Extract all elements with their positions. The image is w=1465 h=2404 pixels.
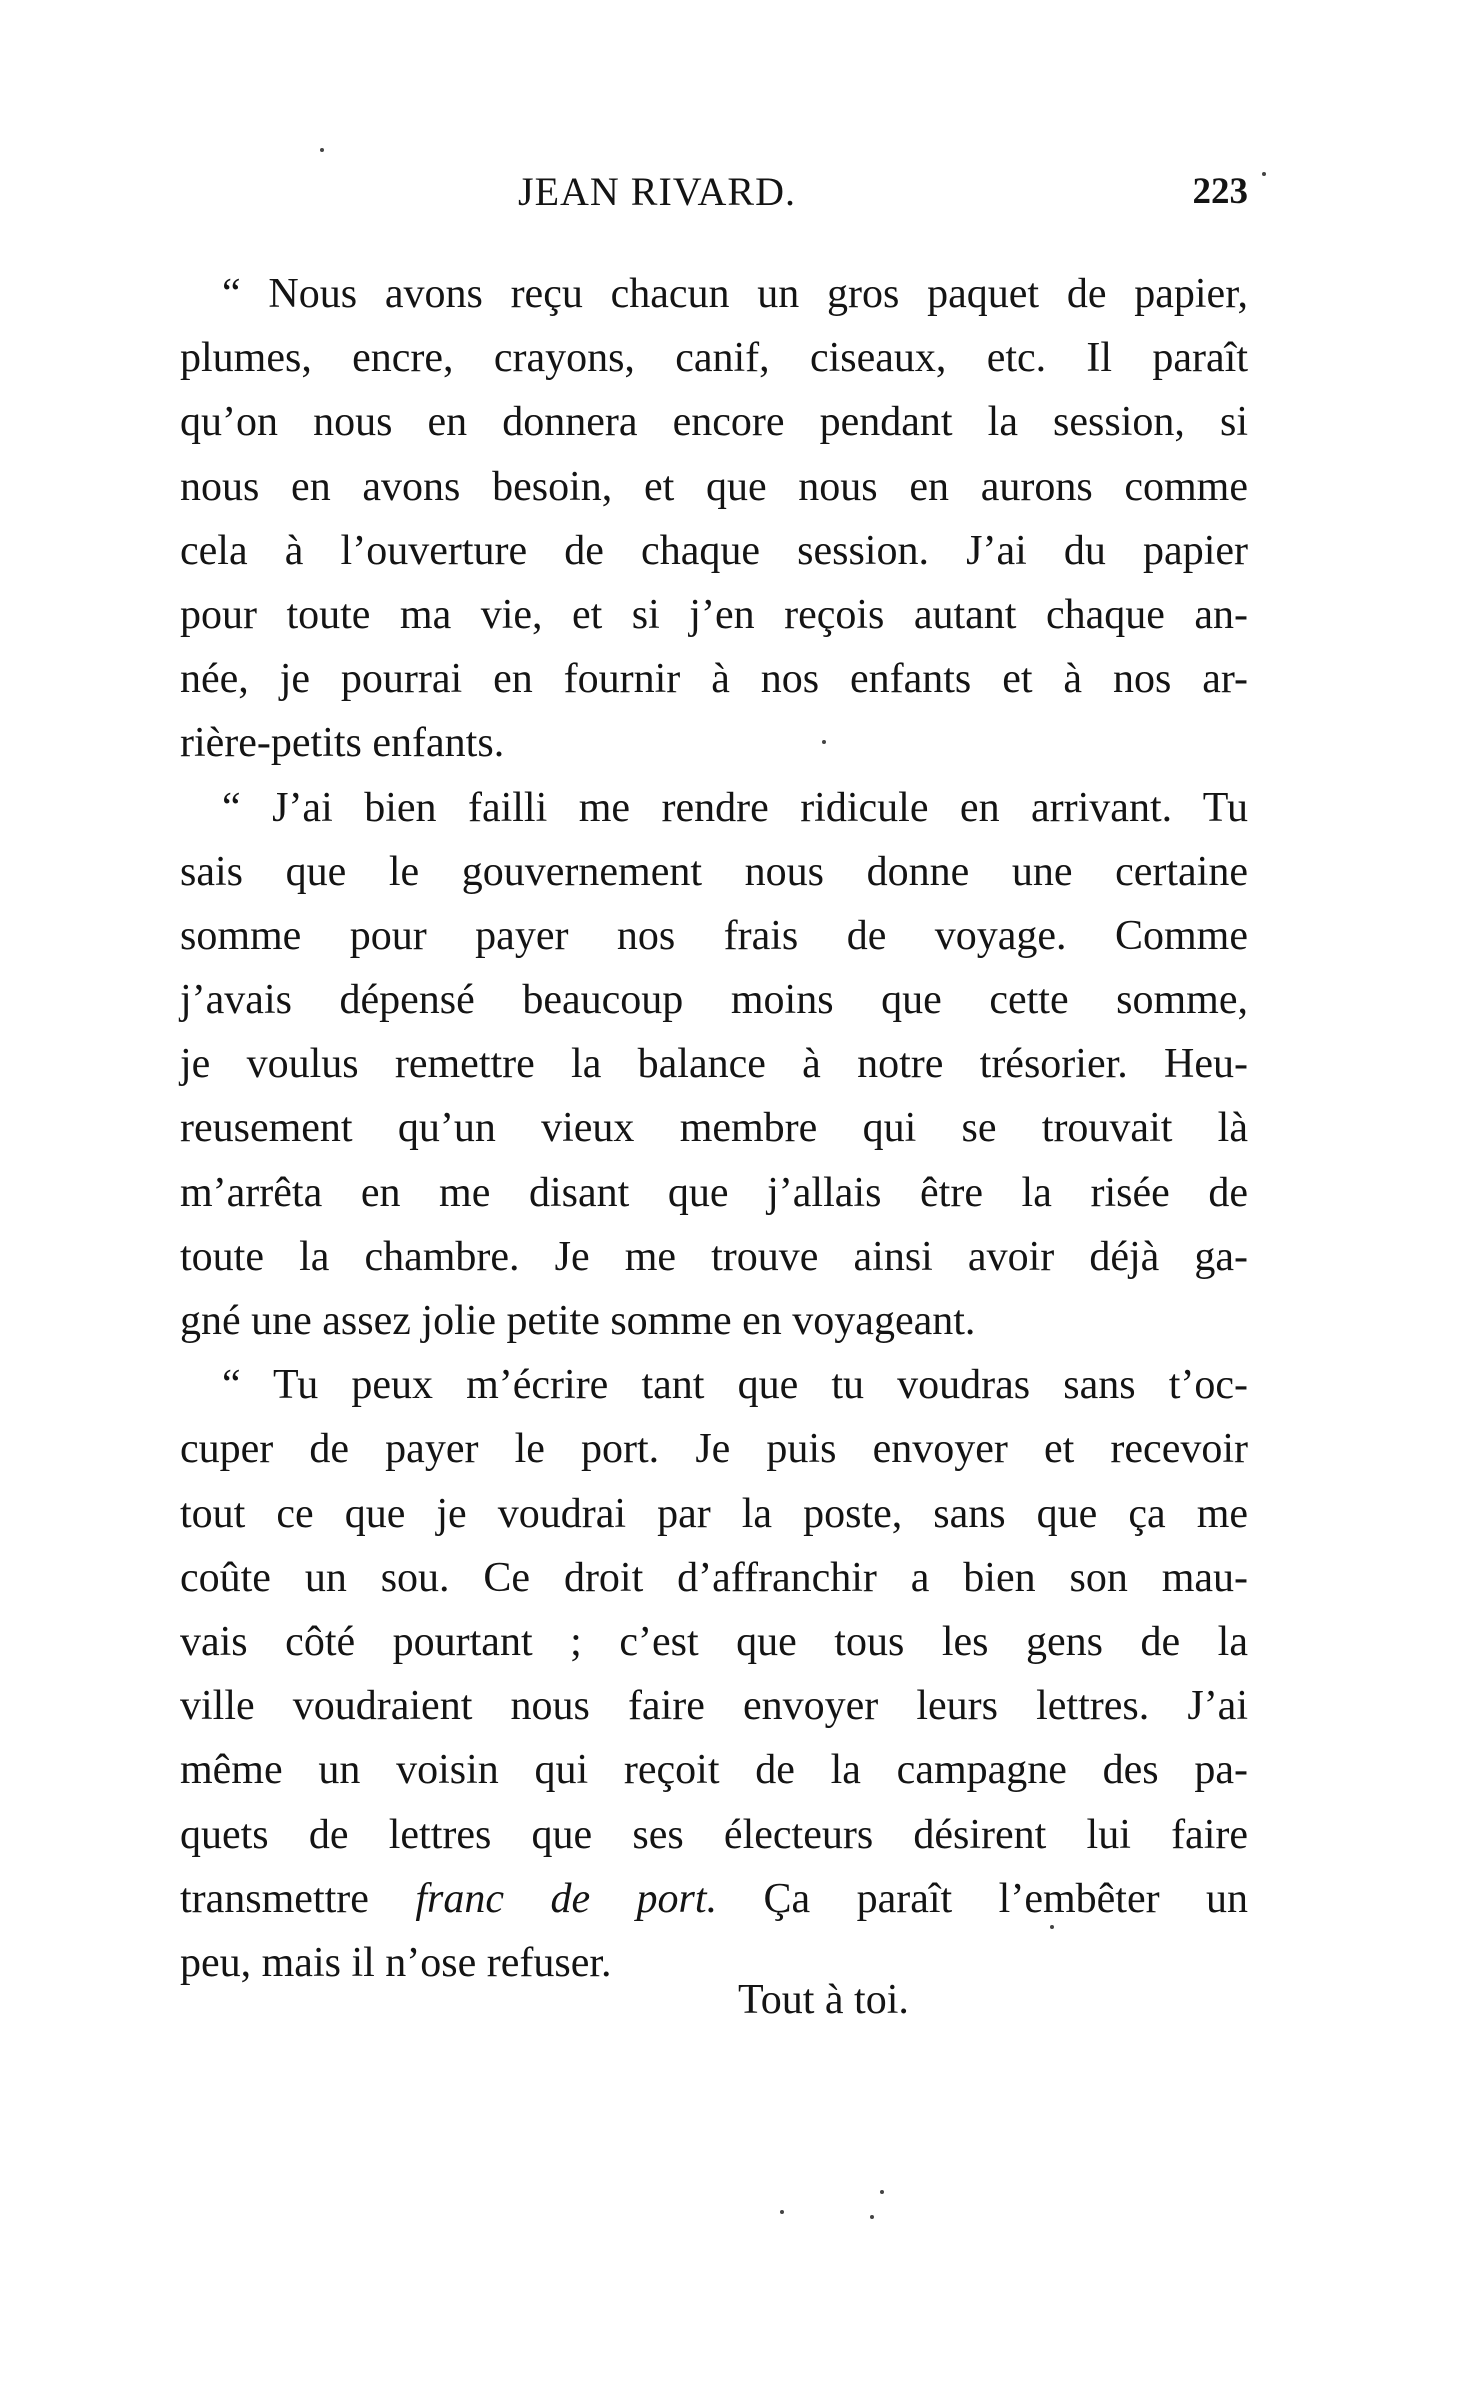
text-line: cela à l’ouverture de chaque session. J’ai du papier xyxy=(180,527,1248,574)
text-line: rière-petits enfants. xyxy=(180,720,505,767)
text-line: ville voudraient nous faire envoyer leurs lettres. J’ai xyxy=(180,1683,1248,1730)
text-line: je voulus remettre la balance à notre trésorier. Heu- xyxy=(180,1041,1248,1088)
text-line: même un voisin qui reçoit de la campagne des pa- xyxy=(180,1747,1248,1794)
text-line: quets de lettres que ses électeurs désirent lui faire xyxy=(180,1811,1248,1858)
text-line: pour toute ma vie, et si j’en reçois autant chaque an- xyxy=(180,591,1248,638)
text-line: “ Nous avons reçu chacun un gros paquet de papier, xyxy=(222,271,1248,317)
text-line: toute la chambre. Je me trouve ainsi avoir déjà ga- xyxy=(180,1233,1248,1280)
scan-speck xyxy=(780,2210,784,2214)
text-segment: transmettre xyxy=(180,1875,369,1922)
text-line: gné une assez jolie petite somme en voyageant. xyxy=(180,1298,976,1344)
text-line: peu, mais il n’ose refuser. xyxy=(180,1939,612,1986)
scan-speck xyxy=(870,2215,874,2219)
scan-speck xyxy=(320,148,324,152)
page-number: 223 xyxy=(1192,171,1248,212)
text-line: somme pour payer nos frais de voyage. Comme xyxy=(180,912,1248,959)
page-header xyxy=(180,168,1248,228)
text-line: j’avais dépensé beaucoup moins que cette somme, xyxy=(180,977,1248,1024)
text-line: “ J’ai bien failli me rendre ridicule en arrivant. Tu xyxy=(222,784,1248,831)
text-line: plumes, encre, crayons, canif, ciseaux, etc. Il paraît xyxy=(180,335,1248,382)
scan-speck xyxy=(1262,172,1266,176)
scan-speck xyxy=(880,2190,884,2194)
scan-speck xyxy=(822,740,826,744)
text-line: “ Tu peux m’écrire tant que tu voudras sans t’oc- xyxy=(222,1362,1248,1409)
text-line: née, je pourrai en fournir à nos enfants et à nos ar- xyxy=(180,656,1248,703)
text-line: nous en avons besoin, et que nous en aurons comme xyxy=(180,463,1248,510)
text-line: tout ce que je voudrai par la poste, sans que ça me xyxy=(180,1490,1248,1537)
italic-phrase: franc de port. xyxy=(415,1875,718,1922)
text-line: sais que le gouvernement nous donne une certaine xyxy=(180,848,1248,895)
text-line: cuper de payer le port. Je puis envoyer et recevoir xyxy=(180,1426,1248,1473)
closing-signature: Tout à toi. xyxy=(738,1977,909,2023)
scan-speck xyxy=(1050,1925,1054,1929)
body-text xyxy=(180,262,1248,1995)
text-segment: Ça paraît l’embêter un xyxy=(717,1875,1249,1922)
text-line-with-italic xyxy=(180,1867,1248,1931)
text-line: reusement qu’un vieux membre qui se trouvait là xyxy=(180,1105,1248,1152)
text-line: qu’on nous en donnera encore pendant la session, si xyxy=(180,399,1248,446)
text-line: vais côté pourtant ; c’est que tous les gens de la xyxy=(180,1618,1248,1665)
text-line: coûte un sou. Ce droit d’affranchir a bien son mau- xyxy=(180,1554,1248,1601)
text-line: m’arrêta en me disant que j’allais être la risée de xyxy=(180,1169,1248,1216)
running-title: JEAN RIVARD. xyxy=(518,169,796,214)
